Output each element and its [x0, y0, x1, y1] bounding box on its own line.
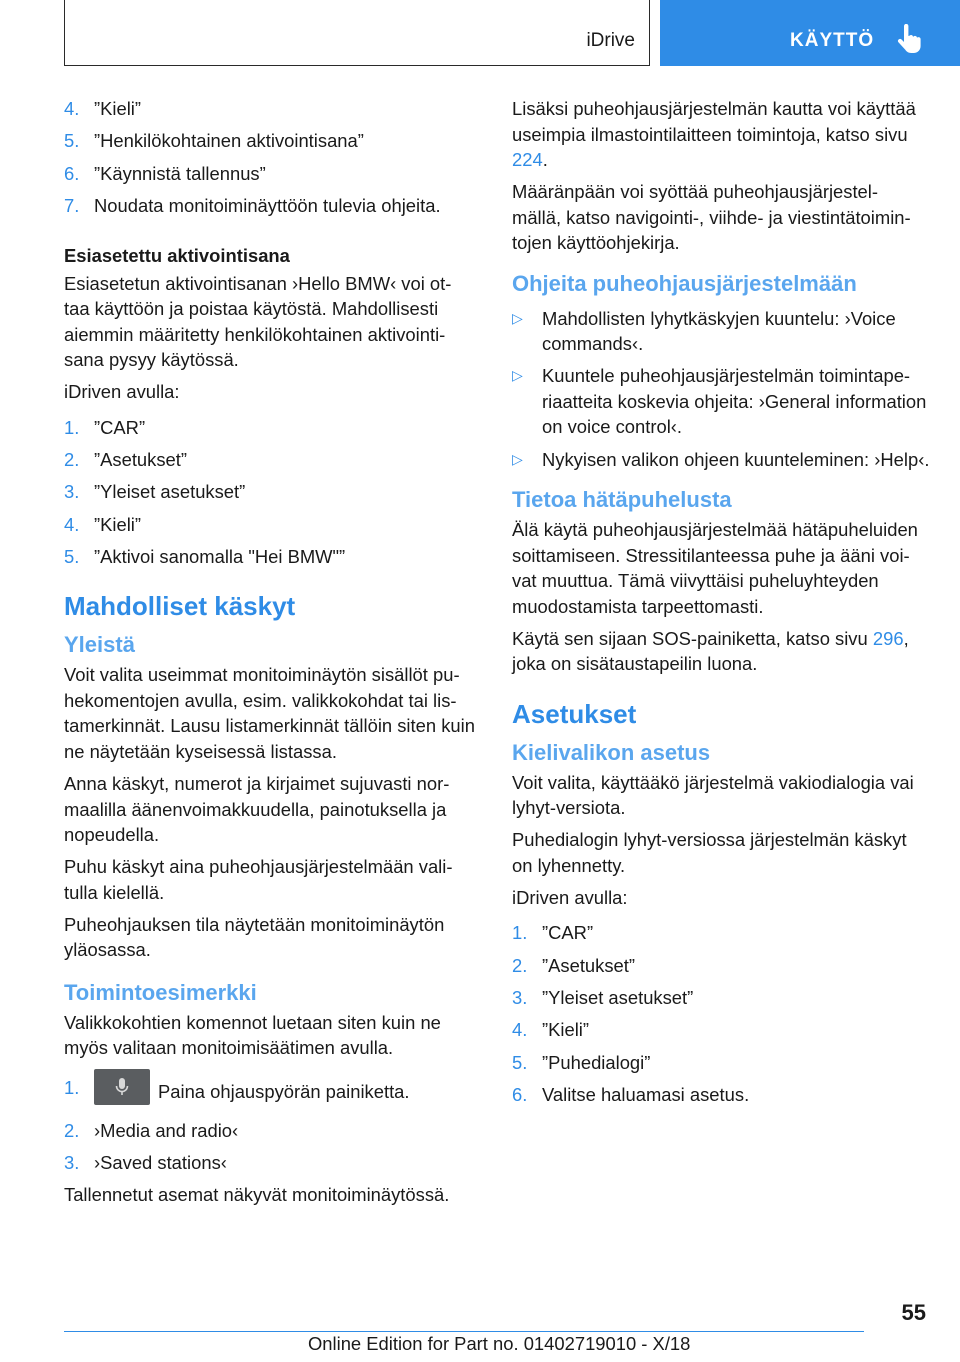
- page-number: 55: [901, 1300, 926, 1325]
- language-heading: Kielivalikon asetus: [512, 739, 711, 765]
- triangle-bullet-icon: ▷: [512, 309, 523, 326]
- steps-list-example: [64, 1075, 476, 1176]
- example-heading: Toimintoesimerkki: [64, 979, 257, 1005]
- steps-list-top: [64, 96, 476, 218]
- general-paragraph-4: Puheohjauksen tila näytetään monitoiminäytön yläosassa.: [64, 913, 445, 961]
- general-paragraph-3: Puhu käskyt aina puheohjausjärjestelmään vali- tulla kielellä.: [64, 856, 453, 903]
- language-paragraph-1: Voit valita, käyttääkö järjestelmä vakiodialogia vai lyhyt-versiota.: [512, 771, 914, 819]
- page-link-224[interactable]: 224: [512, 149, 543, 170]
- edition-text: Online Edition for Part no. 01402719010 - X/18: [308, 1333, 691, 1354]
- list-item: 3. ”Yleiset asetukset”: [64, 481, 246, 503]
- list-item: 2. ›Media and radio‹: [64, 1119, 239, 1141]
- emergency-heading: Tietoa hätäpuhelusta: [512, 487, 732, 513]
- help-list: [512, 306, 932, 473]
- microphone-icon: [114, 1077, 130, 1097]
- commands-heading: Mahdolliset käskyt: [64, 591, 296, 622]
- general-paragraph-1: Voit valita useimmat monitoiminäytön sisällöt pu- hekomentojen avulla, esim. valikkokohdat tai lis- tamerkinnät. Lausu listamerkinnät tällöin siten kuin ne näytetään kyseisessä listassa.: [64, 664, 475, 762]
- general-paragraph-2: Anna käskyt, numerot ja kirjaimet sujuvasti nor- maalilla äänenvoimakkuudella, painotuksella ja nopeudella.: [64, 773, 450, 846]
- list-item: 6. Valitse haluamasi asetus.: [512, 1083, 750, 1105]
- preset-text: Esiasetetun aktivointisanan ›Hello BMW‹ voi ot- taa käyttöön ja poistaa käytöstä. Mahdollisesti aiemmin määritetty henkilökohtainen aktivointi- sana pysyy käytössä.: [64, 272, 452, 371]
- list-item: 4. ”Kieli”: [512, 1019, 590, 1041]
- destination-paragraph: Määränpään voi syöttää puheohjausjärjestel- mällä, katso navigointi-, viihde- ja viestintätoimin- tojen käyttöohjekirja.: [512, 181, 911, 254]
- example-paragraph-2: Tallennetut asemat näkyvät monitoiminäytössä.: [64, 1184, 450, 1206]
- list-item: ▷ Nykyisen valikon ohjeen kuunteleminen: ›Help‹.: [512, 447, 932, 473]
- list-item: 2. ”Asetukset”: [64, 449, 188, 471]
- hand-pointer-icon: [896, 24, 922, 54]
- right-column: [512, 96, 932, 1114]
- list-item: 3. ›Saved stations‹: [64, 1151, 227, 1173]
- footer-divider: [64, 1331, 864, 1332]
- list-item: 1. ”CAR”: [64, 416, 146, 438]
- header-section-box: [64, 0, 650, 66]
- list-item: 1. Paina ohjauspyörän painiketta.: [64, 1075, 476, 1111]
- list-item: 5. ”Henkilökohtainen aktivointisana”: [64, 130, 364, 152]
- list-item: ▷ Mahdollisten lyhytkäskyjen kuuntelu: ›Voice commands‹.: [512, 307, 896, 355]
- list-item: 4. ”Kieli”: [64, 513, 142, 535]
- steps-list-language: [512, 920, 932, 1107]
- list-item: 5. ”Aktivoi sanomalla "Hei BMW"”: [64, 545, 346, 567]
- left-column: [64, 96, 476, 1214]
- help-heading: Ohjeita puheohjausjärjestelmään: [512, 270, 857, 296]
- example-paragraph-1: Valikkokohtien komennot luetaan siten kuin ne myös valitaan monitoimisäätimen avulla.: [64, 1011, 441, 1059]
- idrive-intro-right: iDriven avulla:: [512, 886, 628, 908]
- steps-list-idrive: [64, 415, 476, 570]
- steering-wheel-voice-button: [94, 1069, 150, 1105]
- list-item: 6. ”Käynnistä tallennus”: [64, 162, 266, 184]
- list-item: 4. ”Kieli”: [64, 98, 142, 119]
- list-item: ▷ Kuuntele puheohjausjärjestelmän toimintape- riaatteita koskevia ohjeita: ›General information on voice control‹.: [512, 365, 927, 438]
- list-item: 7. Noudata monitoiminäyttöön tulevia ohjeita.: [64, 194, 441, 216]
- chapter-title: KÄYTTÖ: [790, 30, 875, 51]
- chapter-tab: [660, 0, 960, 66]
- emergency-paragraph-1: Älä käytä puheohjausjärjestelmää hätäpuheluiden soittamiseen. Stressitilanteessa puhe ja ääni voi- vat muuttua. Tämä viivyttäisi puheluyhteyden muodostamista tarpeettomasti.: [512, 519, 918, 617]
- climate-paragraph: Lisäksi puheohjausjärjestelmän kautta voi käyttää useimpia ilmastointilaitteen toimintoja, katso sivu 224.: [512, 98, 916, 170]
- settings-heading: Asetukset: [512, 698, 637, 729]
- list-item: 5. ”Puhedialogi”: [512, 1051, 651, 1073]
- language-paragraph-2: Puhedialogin lyhyt-versiossa järjestelmän käskyt on lyhennetty.: [512, 829, 907, 876]
- preset-title: Esiasetettu aktivointisana: [64, 245, 290, 267]
- page-link-296[interactable]: 296: [872, 627, 904, 649]
- triangle-bullet-icon: ▷: [512, 450, 523, 467]
- emergency-paragraph-2: Käytä sen sijaan SOS-painiketta, katso sivu 296, joka on sisätaustapeilin luona.: [512, 627, 909, 675]
- idrive-intro: iDriven avulla:: [64, 381, 180, 403]
- list-item: 2. ”Asetukset”: [512, 954, 636, 976]
- triangle-bullet-icon: ▷: [512, 367, 523, 384]
- general-heading: Yleistä: [64, 632, 135, 658]
- list-item: 1. ”CAR”: [512, 922, 594, 944]
- list-item: 3. ”Yleiset asetukset”: [512, 987, 694, 1009]
- section-title: iDrive: [586, 30, 635, 51]
